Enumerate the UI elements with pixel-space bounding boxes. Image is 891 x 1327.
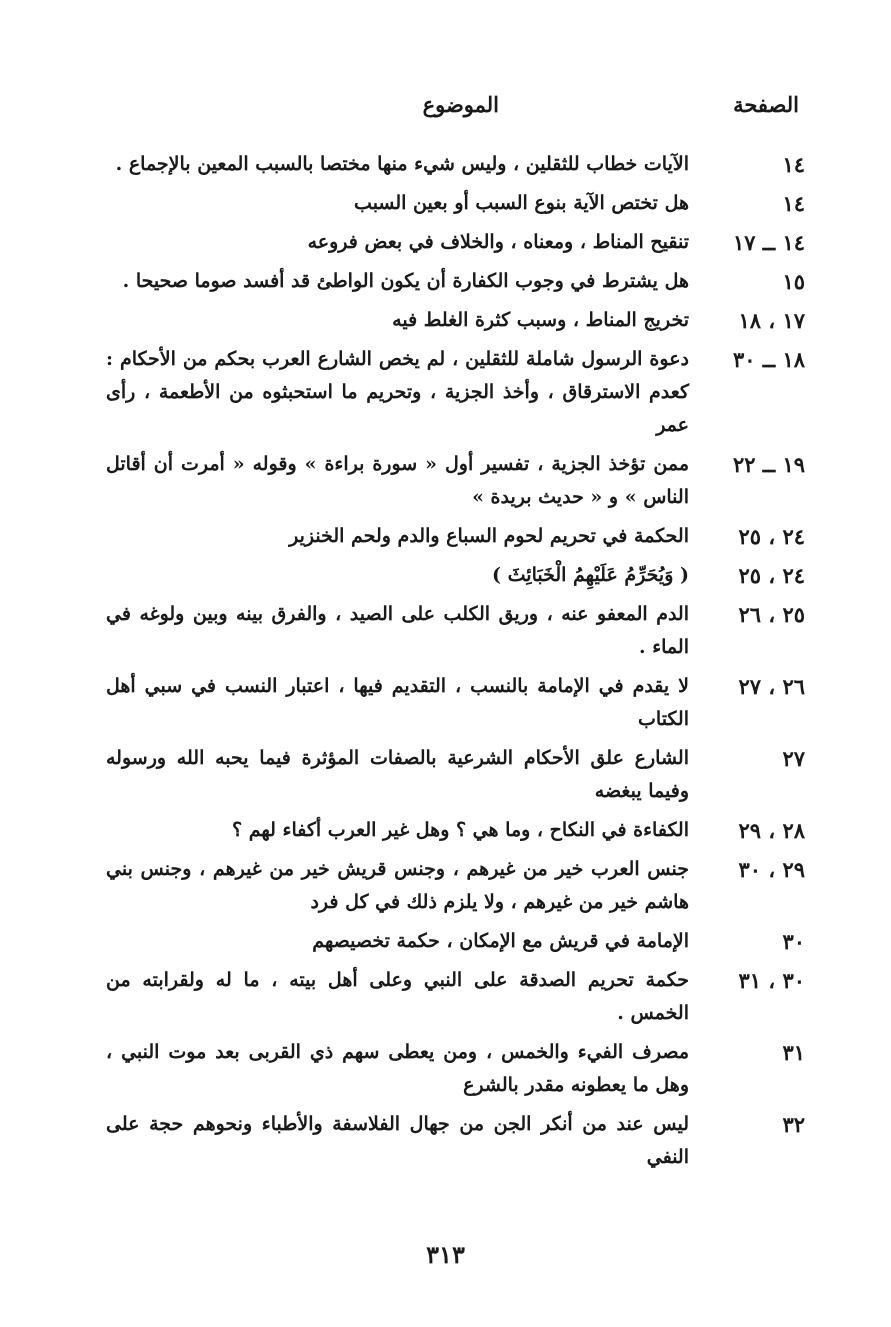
table-header [110, 92, 799, 132]
list-item [106, 187, 811, 220]
list-item [106, 1108, 811, 1174]
entry-page: ٣٢ [782, 1112, 805, 1137]
list-item [106, 559, 811, 592]
entry-topic: جنس العرب خير من غيرهم ، وجنس قريش خير من غيرهم ، وجنس بني هاشم خير من غيرهم ، ولا يلزم ذلك في كل فرد [106, 858, 689, 913]
entry-page: ١٤ [782, 152, 805, 177]
entry-page: ١٤ [782, 191, 805, 216]
entry-page: ١٩ ــ ٢٢ [732, 452, 805, 477]
entry-page: ٢٦ ، ٢٧ [738, 674, 805, 699]
entry-page: ٢٥ ، ٢٦ [738, 602, 805, 627]
list-item [106, 670, 811, 736]
entry-topic: هل تختص الآية بنوع السبب أو بعين السبب [354, 192, 689, 214]
entry-page: ١٧ ، ١٨ [738, 308, 805, 333]
entry-page: ٣١ [782, 1040, 805, 1065]
entry-page: ٢٤ ، ٢٥ [738, 524, 805, 549]
entry-page: ١٤ ــ ١٧ [732, 230, 805, 255]
topic-column-heading: الموضوع [422, 92, 499, 117]
page-column-heading: الصفحة [733, 92, 799, 117]
entry-page: ٢٨ ، ٢٩ [738, 818, 805, 843]
entry-page: ٣٠ ، ٣١ [738, 968, 805, 993]
list-item [106, 598, 811, 664]
entry-topic: الدم المعفو عنه ، وريق الكلب على الصيد ، والفرق بينه وبين ولوغه في الماء . [106, 603, 689, 658]
entry-page: ١٥ [782, 269, 805, 294]
entry-topic: حكمة تحريم الصدقة على النبي وعلى أهل بيته ، ما له ولقرابته من الخمس . [106, 969, 689, 1024]
entry-page: ٢٤ ، ٢٥ [738, 563, 805, 588]
entry-topic: ممن تؤخذ الجزية ، تفسير أول « سورة براءة » وقوله « أمرت أن أقاتل الناس » و « حديث بريدة » [106, 453, 689, 508]
list-item [106, 520, 811, 553]
entry-topic: الآيات خطاب للثقلين ، وليس شيء منها مختصا بالسبب المعين بالإجماع . [115, 153, 689, 175]
entry-topic: الحكمة في تحريم لحوم السباع والدم ولحم الخنزير [289, 525, 689, 547]
entry-topic: الإمامة في قريش مع الإمكان ، حكمة تخصيصهم [312, 930, 689, 952]
entry-topic: لا يقدم في الإمامة بالنسب ، التقديم فيها ، اعتبار النسب في سبي أهل الكتاب [106, 675, 689, 730]
list-item [106, 814, 811, 847]
entry-topic: الكفاءة في النكاح ، وما هي ؟ وهل غير العرب أكفاء لهم ؟ [232, 819, 689, 841]
entry-topic: ليس عند من أنكر الجن من جهال الفلاسفة والأطباء ونحوهم حجة على النفي [106, 1113, 689, 1168]
list-item [106, 148, 811, 181]
list-item [106, 448, 811, 514]
entry-topic: الشارع علق الأحكام الشرعية بالصفات المؤثرة فيما يحبه الله ورسوله وفيما يبغضه [106, 747, 689, 802]
entry-topic: ( وَيُحَرِّمُ عَلَيْهِمُ الْخَبَائِثَ ) [492, 564, 689, 586]
page-number: ٣١٣ [426, 1240, 465, 1269]
entry-topic: مصرف الفيء والخمس ، ومن يعطى سهم ذي القربى بعد موت النبي ، وهل ما يعطونه مقدر بالشرع [106, 1041, 689, 1096]
list-item [106, 964, 811, 1030]
list-item [106, 265, 811, 298]
list-item [106, 925, 811, 958]
list-item [106, 343, 811, 442]
entry-page: ١٨ ــ ٣٠ [732, 347, 805, 372]
index-entries [106, 148, 811, 1180]
list-item [106, 853, 811, 919]
entry-topic: هل يشترط في وجوب الكفارة أن يكون الواطئ قد أفسد صوما صحيحا . [122, 270, 689, 292]
entry-topic: دعوة الرسول شاملة للثقلين ، لم يخص الشارع العرب بحكم من الأحكام : كعدم الاسترقاق ، وأخذ الجزية ، وتحريم ما استحبثوه من الأطعمة ، رأى عمر [106, 348, 689, 436]
list-item [106, 742, 811, 808]
entry-topic: تخريج المناط ، وسبب كثرة الغلط فيه [392, 309, 689, 331]
entry-page: ٢٩ ، ٣٠ [738, 857, 805, 882]
list-item [106, 1036, 811, 1102]
entry-page: ٣٠ [782, 929, 805, 954]
list-item [106, 304, 811, 337]
entry-topic: تنقيح المناط ، ومعناه ، والخلاف في بعض فروعه [307, 231, 689, 253]
list-item [106, 226, 811, 259]
entry-page: ٢٧ [782, 746, 805, 771]
